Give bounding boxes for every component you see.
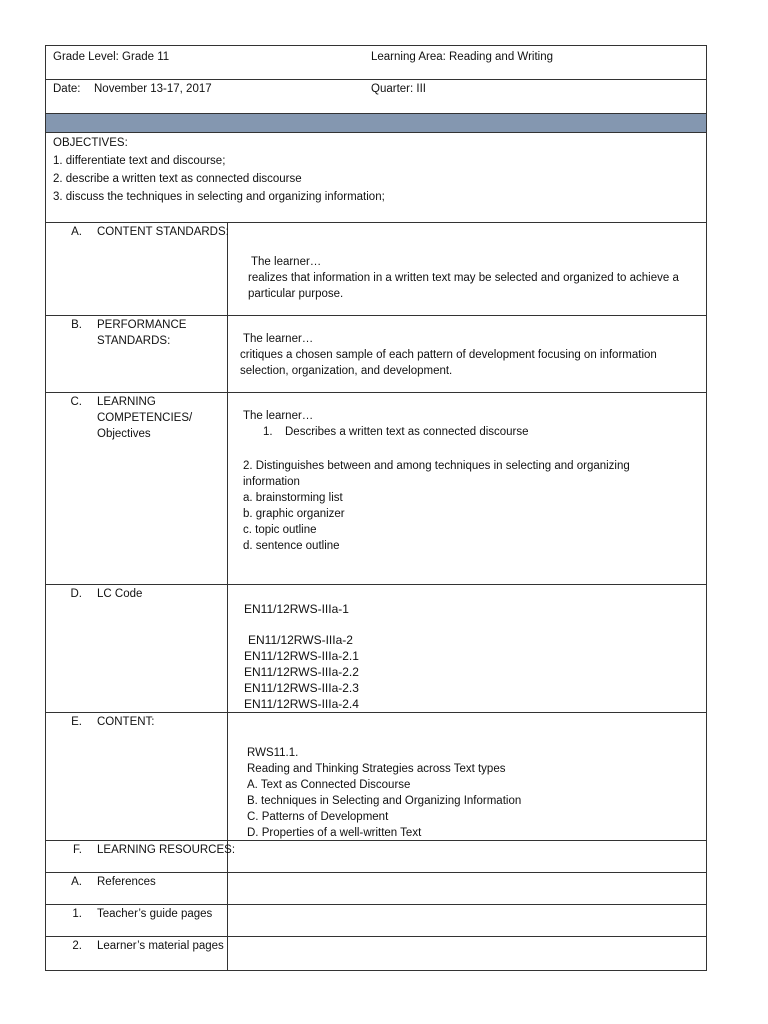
row-letter: A.	[71, 226, 82, 238]
content-text	[247, 745, 521, 841]
date-value: November 13-17, 2017	[94, 83, 212, 95]
row-divider	[46, 113, 706, 114]
lc-code: EN11/12RWS-IIIa-2	[248, 633, 353, 647]
row-letter: E.	[71, 716, 82, 728]
row-letter: 1.	[72, 908, 82, 920]
learner-intro: The learner…	[243, 410, 314, 422]
learner-intro: The learner…	[243, 333, 314, 345]
grade-level: Grade Level: Grade 11	[53, 51, 170, 63]
standard-line: selection, organization, and development.	[240, 365, 453, 377]
content-topic: A. Text as Connected Discourse	[247, 779, 411, 791]
label-line: LEARNING	[97, 396, 156, 408]
standard-line: critiques a chosen sample of each pattern of development focusing on information	[240, 349, 657, 361]
sub-item: d. sentence outline	[243, 540, 340, 552]
date-label: Date:	[53, 83, 81, 95]
row-divider	[46, 222, 706, 223]
lc-code: EN11/12RWS-IIIa-2.3	[244, 681, 359, 695]
label-line: STANDARDS:	[97, 335, 171, 347]
lc-code: EN11/12RWS-IIIa-2.4	[244, 697, 359, 711]
standard-line: realizes that information in a written text may be selected and organized to achieve a	[248, 272, 679, 284]
row-letter: C.	[70, 396, 82, 408]
lc-code-list	[244, 601, 359, 712]
row-divider	[46, 392, 706, 393]
row-letter: B.	[71, 319, 82, 331]
row-label	[97, 394, 192, 442]
content-topic: B. techniques in Selecting and Organizing Information	[247, 795, 522, 807]
label-line: PERFORMANCE	[97, 319, 187, 331]
label-line: COMPETENCIES/	[97, 412, 193, 424]
performance-standards-text	[240, 331, 657, 379]
item-number: 1.	[263, 426, 273, 438]
content-topic: D. Properties of a well-written Text	[247, 827, 422, 839]
objectives-section	[53, 135, 385, 205]
column-divider	[227, 222, 228, 971]
objectives-heading: OBJECTIVES:	[53, 137, 128, 149]
lesson-plan-table	[45, 45, 707, 971]
row-divider	[46, 904, 706, 905]
sub-item: a. brainstorming list	[243, 492, 343, 504]
row-divider	[46, 584, 706, 585]
row-label: CONTENT STANDARDS:	[97, 226, 229, 238]
learner-intro: The learner…	[251, 256, 322, 268]
competencies-text	[243, 408, 630, 554]
label-line: Objectives	[97, 428, 151, 440]
row-label: Learner’s material pages	[97, 940, 224, 952]
quarter: Quarter: III	[371, 83, 426, 95]
row-divider	[46, 936, 706, 937]
objective-item: 2. describe a written text as connected discourse	[53, 173, 302, 185]
row-divider	[46, 132, 706, 133]
objective-item: 1. differentiate text and discourse;	[53, 155, 226, 167]
sub-item: c. topic outline	[243, 524, 317, 536]
objective-item: 3. discuss the techniques in selecting and organizing information;	[53, 191, 385, 203]
row-divider	[46, 79, 706, 80]
content-title: Reading and Thinking Strategies across Text types	[247, 763, 506, 775]
row-divider	[46, 315, 706, 316]
competency-item: information	[243, 476, 300, 488]
item-text: Describes a written text as connected discourse	[285, 426, 529, 438]
standard-line: particular purpose.	[248, 288, 344, 300]
row-label: Teacher’s guide pages	[97, 908, 213, 920]
learning-area: Learning Area: Reading and Writing	[371, 51, 553, 63]
row-divider	[46, 712, 706, 713]
content-standards-text	[248, 254, 679, 302]
competency-item	[243, 424, 630, 440]
row-divider	[46, 872, 706, 873]
row-letter: A.	[71, 876, 82, 888]
competency-item: 2. Distinguishes between and among techniques in selecting and organizing	[243, 460, 630, 472]
lc-code: EN11/12RWS-IIIa-2.1	[244, 649, 359, 663]
row-letter: F.	[73, 844, 82, 856]
content-topic: C. Patterns of Development	[247, 811, 389, 823]
lc-code: EN11/12RWS-IIIa-1	[244, 602, 349, 616]
row-letter: 2.	[72, 940, 82, 952]
row-label: CONTENT:	[97, 716, 155, 728]
row-label: LEARNING RESOURCES:	[97, 844, 236, 856]
content-code: RWS11.1.	[247, 747, 299, 759]
header-band	[46, 113, 706, 132]
sub-item: b. graphic organizer	[243, 508, 345, 520]
row-label: References	[97, 876, 156, 888]
row-letter: D.	[70, 588, 82, 600]
row-label	[97, 317, 186, 349]
row-label: LC Code	[97, 588, 143, 600]
lc-code: EN11/12RWS-IIIa-2.2	[244, 665, 359, 679]
